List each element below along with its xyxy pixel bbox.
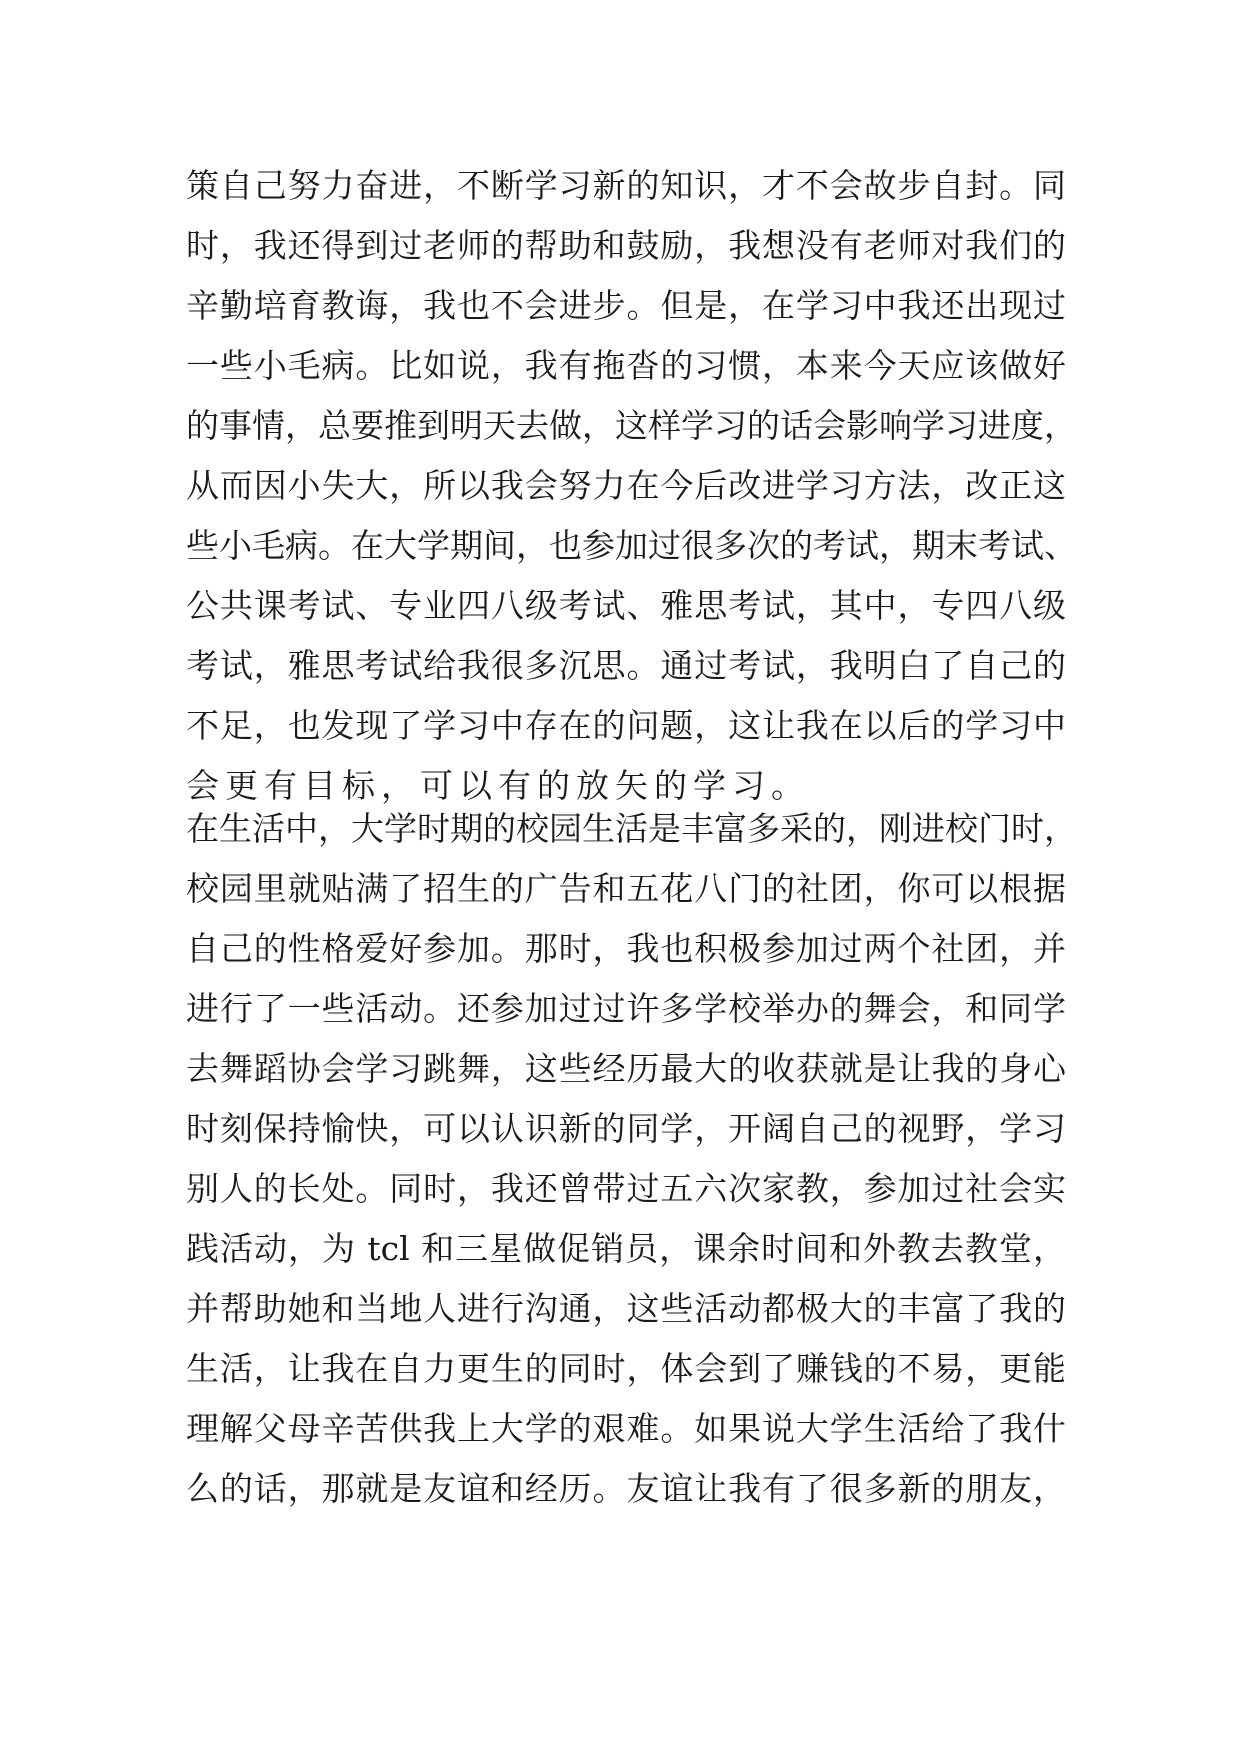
text-line: 践活动，为 tcl 和三星做促销员，课余时间和外教去教堂， xyxy=(186,1229,1066,1268)
text-line: 在生活中，大学时期的校园生活是丰富多采的，刚进校门时， xyxy=(186,809,1077,848)
paragraph-study xyxy=(186,156,1077,816)
text-line: 策自己努力奋进，不断学习新的知识，才不会故步自封。同 xyxy=(186,166,1066,205)
text-line: 理解父母辛苦供我上大学的艰难。如果说大学生活给了我什 xyxy=(186,1409,1066,1448)
text-line: 校园里就贴满了招生的广告和五花八门的社团，你可以根据 xyxy=(186,869,1066,908)
text-line: 会更有目标，可以有的放矢的学习。 xyxy=(186,766,810,805)
text-line: 公共课考试、专业四八级考试、雅思考试，其中，专四八级 xyxy=(186,586,1066,625)
text-line: 去舞蹈协会学习跳舞，这些经历最大的收获就是让我的身心 xyxy=(186,1049,1066,1088)
text-line: 考试，雅思考试给我很多沉思。通过考试，我明白了自己的 xyxy=(186,646,1066,685)
text-line: 辛勤培育教诲，我也不会进步。但是，在学习中我还出现过 xyxy=(186,286,1066,325)
text-line: 的事情，总要推到明天去做，这样学习的话会影响学习进度， xyxy=(186,406,1077,445)
text-line: 不足，也发现了学习中存在的问题，这让我在以后的学习中 xyxy=(186,706,1066,745)
text-line: 别人的长处。同时，我还曾带过五六次家教，参加过社会实 xyxy=(186,1169,1066,1208)
text-line: 些小毛病。在大学期间，也参加过很多次的考试，期末考试、 xyxy=(186,526,1077,565)
text-line: 并帮助她和当地人进行沟通，这些活动都极大的丰富了我的 xyxy=(186,1289,1066,1328)
text-line: 进行了一些活动。还参加过过许多学校举办的舞会，和同学 xyxy=(186,989,1066,1028)
text-line: 自己的性格爱好参加。那时，我也积极参加过两个社团，并 xyxy=(186,929,1066,968)
text-line: 时刻保持愉快，可以认识新的同学，开阔自己的视野，学习 xyxy=(186,1109,1066,1148)
text-line: 时，我还得到过老师的帮助和鼓励，我想没有老师对我们的 xyxy=(186,226,1066,265)
text-line: 从而因小失大，所以我会努力在今后改进学习方法，改正这 xyxy=(186,466,1066,505)
text-line: 一些小毛病。比如说，我有拖沓的习惯，本来今天应该做好 xyxy=(186,346,1066,385)
text-line: 生活，让我在自力更生的同时，体会到了赚钱的不易，更能 xyxy=(186,1349,1066,1388)
paragraph-life xyxy=(186,799,1077,1519)
text-line: 么的话，那就是友谊和经历。友谊让我有了很多新的朋友， xyxy=(186,1469,1066,1508)
